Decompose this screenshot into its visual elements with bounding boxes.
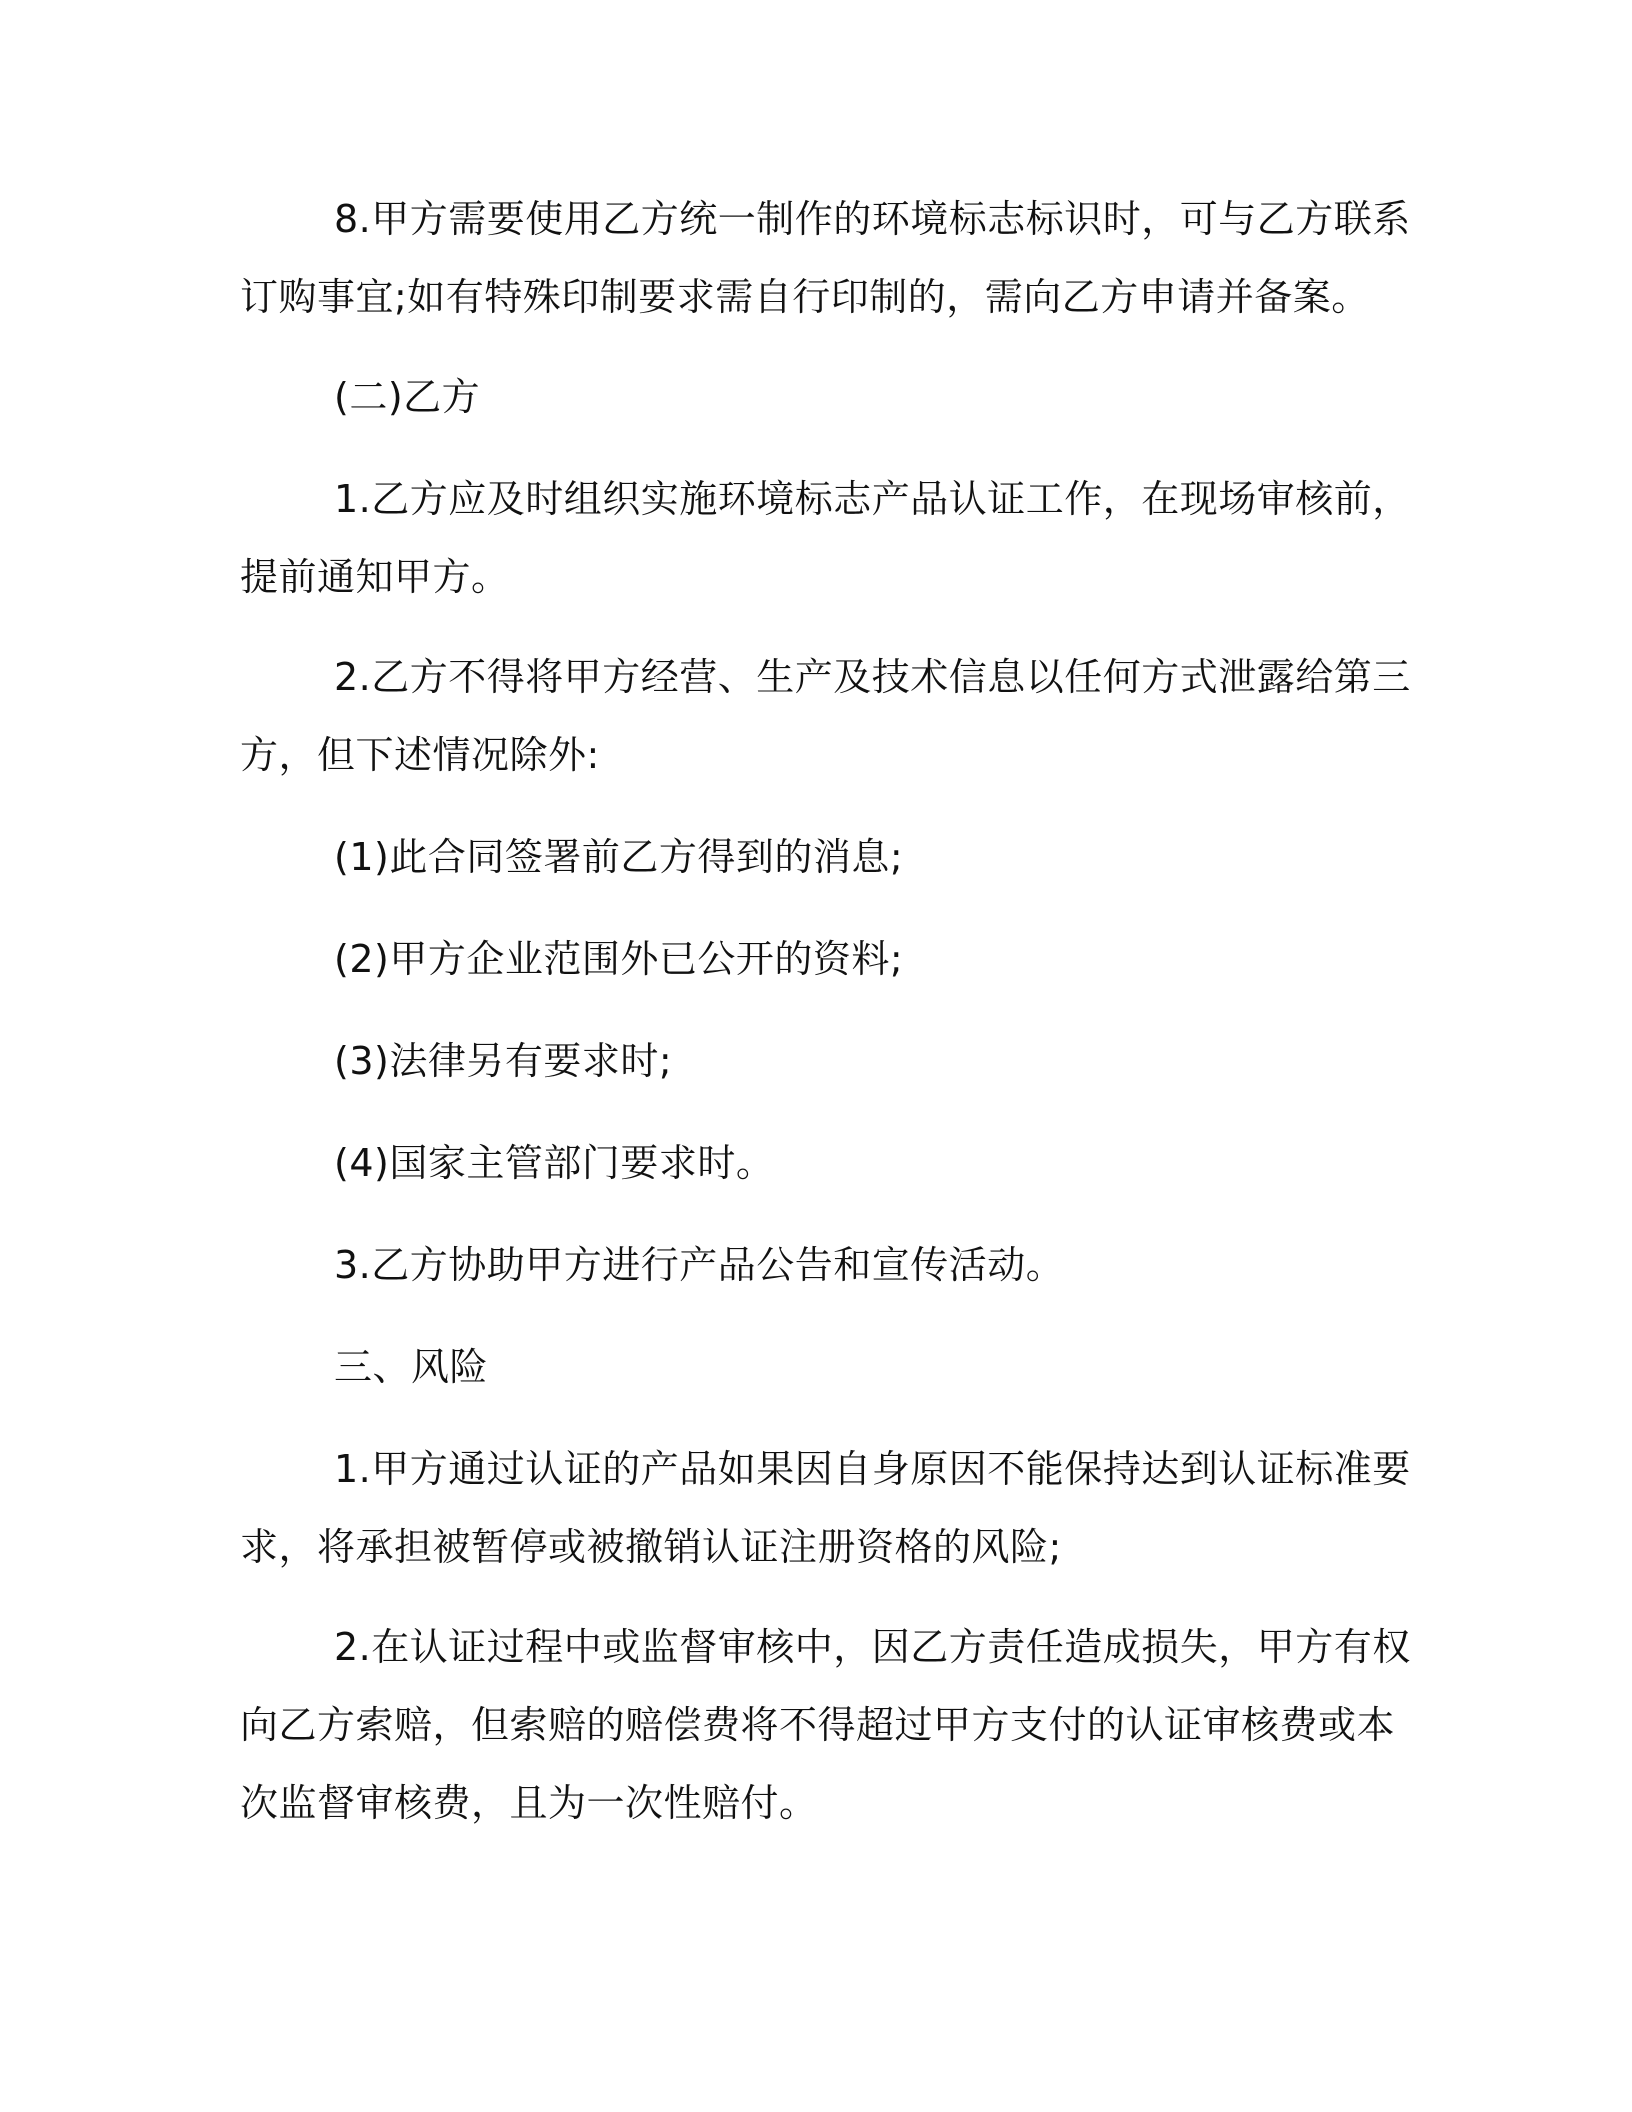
paragraph-line: 订购事宜;如有特殊印制要求需自行印制的，需向乙方申请并备案。	[240, 275, 1370, 319]
paragraph-line: 求，将承担被暂停或被撤销认证注册资格的风险;	[240, 1525, 1062, 1569]
paragraph-line: 2.乙方不得将甲方经营、生产及技术信息以任何方式泄露给第三	[334, 655, 1411, 699]
exception-item-2	[240, 920, 1390, 998]
party-b-clause-1	[240, 460, 1411, 616]
paragraph-line: 1.甲方通过认证的产品如果因自身原因不能保持达到认证标准要	[334, 1447, 1411, 1491]
paragraph-line: (3)法律另有要求时;	[334, 1039, 673, 1083]
party-b-clause-3	[240, 1226, 1390, 1304]
paragraph-line: 2.在认证过程中或监督审核中，因乙方责任造成损失，甲方有权	[334, 1625, 1411, 1669]
paragraph-line: (二)乙方	[334, 375, 481, 419]
paragraph-line: 1.乙方应及时组织实施环境标志产品认证工作，在现场审核前，	[334, 477, 1411, 521]
section-risk-heading	[240, 1328, 1390, 1406]
exception-item-4	[240, 1124, 1390, 1202]
paragraph-line: (4)国家主管部门要求时。	[334, 1141, 775, 1185]
paragraph-line: 提前通知甲方。	[240, 555, 510, 599]
risk-clause-2	[240, 1608, 1411, 1842]
paragraph-line: (1)此合同签署前乙方得到的消息;	[334, 835, 904, 879]
paragraph-line: 8.甲方需要使用乙方统一制作的环境标志标识时，可与乙方联系	[334, 197, 1411, 241]
paragraph-line: 次监督审核费，且为一次性赔付。	[240, 1781, 818, 1825]
paragraph-line: 向乙方索赔，但索赔的赔偿费将不得超过甲方支付的认证审核费或本	[240, 1703, 1396, 1747]
clause-8-logo-purchase	[240, 180, 1411, 336]
party-b-clause-2	[240, 638, 1411, 794]
exception-item-3	[240, 1022, 1390, 1100]
risk-clause-1	[240, 1430, 1411, 1586]
section-party-b-heading	[240, 358, 1390, 436]
paragraph-line: 3.乙方协助甲方进行产品公告和宣传活动。	[334, 1243, 1065, 1287]
paragraph-line: (2)甲方企业范围外已公开的资料;	[334, 937, 904, 981]
paragraph-line: 方，但下述情况除外:	[240, 733, 600, 777]
paragraph-line: 三、风险	[334, 1345, 489, 1389]
exception-item-1	[240, 818, 1390, 896]
